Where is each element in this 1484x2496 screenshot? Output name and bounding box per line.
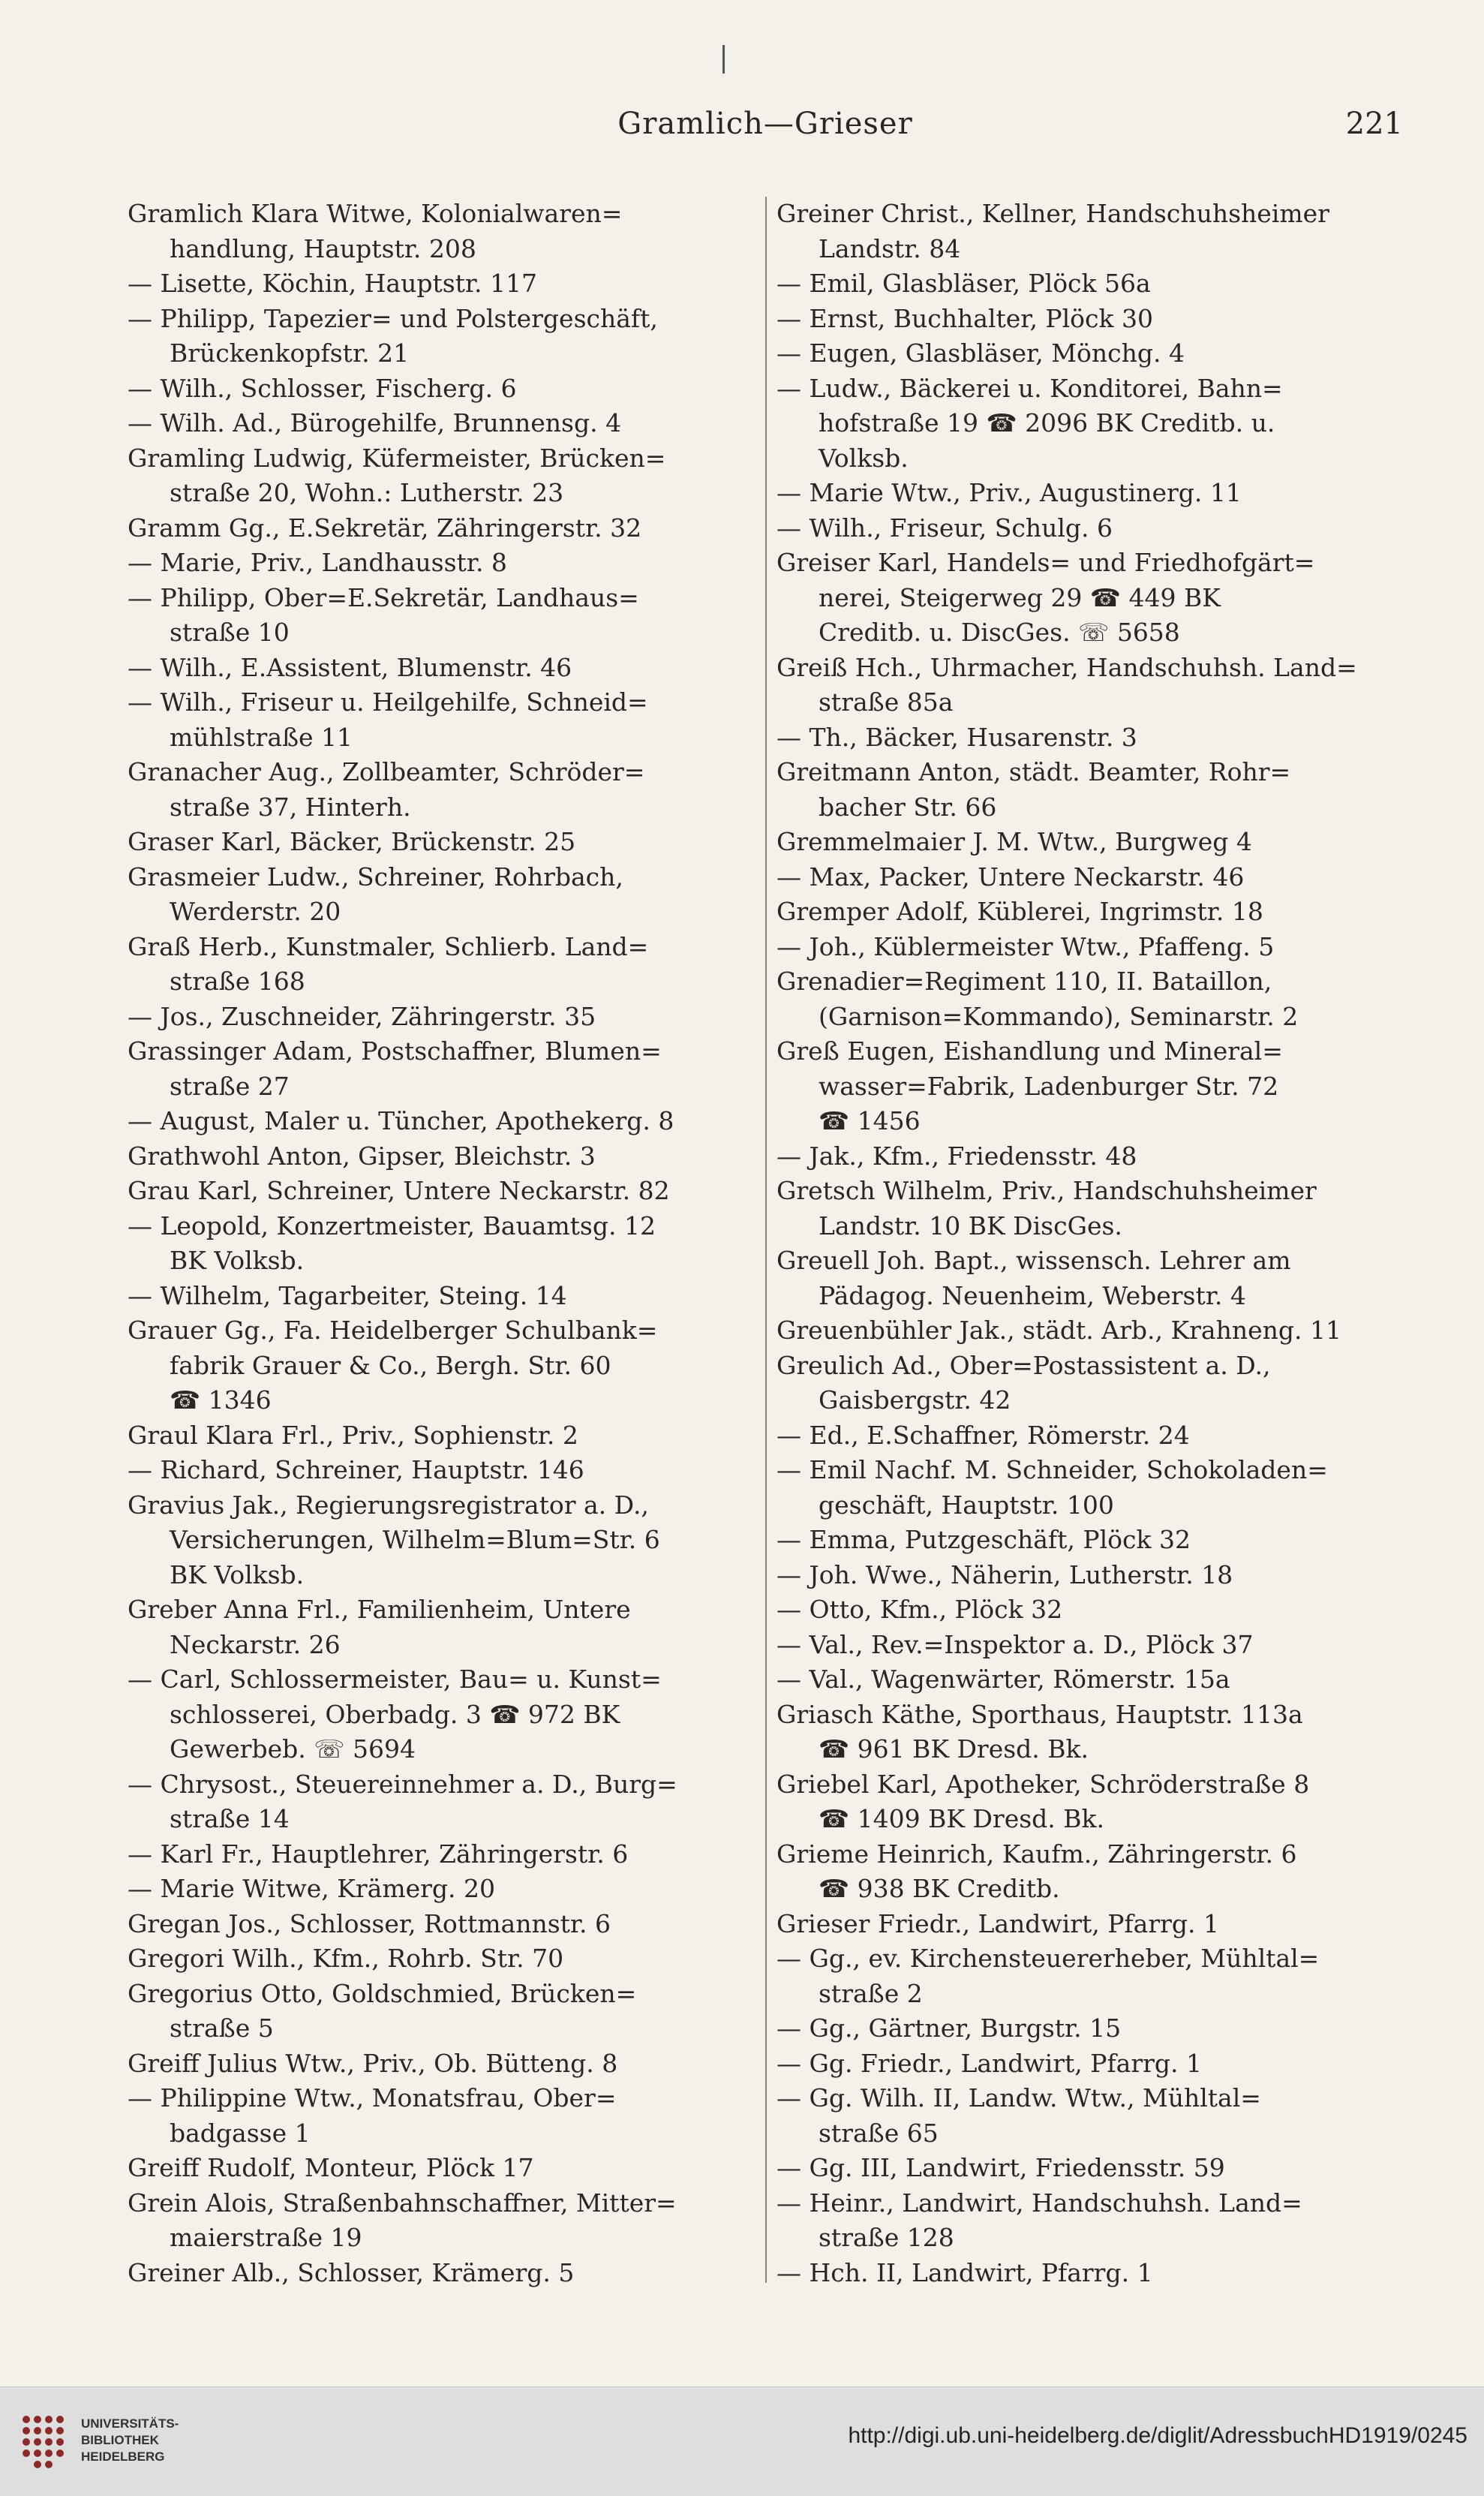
directory-entry-line: straße 2 — [819, 1978, 923, 2008]
directory-entry-line: Greulich Ad., Ober=Postassistent a. D., — [777, 1350, 1271, 1380]
viewer-footer — [0, 2386, 1484, 2496]
directory-entry-line: handlung, Hauptstr. 208 — [170, 233, 476, 263]
directory-entry-line: straße 10 — [170, 618, 290, 647]
directory-entry-line: — Karl Fr., Hauptlehrer, Zähringerstr. 6 — [128, 1839, 629, 1869]
directory-entry-line: Greiner Christ., Kellner, Handschuhsheimer — [777, 199, 1329, 228]
directory-entry-line: — Gg. III, Landwirt, Friedensstr. 59 — [777, 2153, 1225, 2182]
directory-entry-line: Griasch Käthe, Sporthaus, Hauptstr. 113a — [777, 1699, 1303, 1729]
directory-entry-line: Gregan Jos., Schlosser, Rottmannstr. 6 — [128, 1908, 611, 1938]
directory-entry-line: Granacher Aug., Zollbeamter, Schröder= — [128, 757, 645, 786]
directory-entry-line: BK Volksb. — [170, 1559, 305, 1589]
directory-entry-line: Gramm Gg., E.Sekretär, Zähringerstr. 32 — [128, 513, 642, 543]
directory-entry-line: straße 128 — [819, 2223, 954, 2252]
directory-entry-line: Gramling Ludwig, Küfermeister, Brücken= — [128, 443, 666, 473]
directory-entry-line: — Eugen, Glasbläser, Mönchg. 4 — [777, 338, 1185, 368]
directory-entry-line: Grenadier=Regiment 110, II. Bataillon, — [777, 967, 1272, 996]
directory-entry-line: schlosserei, Oberbadg. 3 ☎ 972 BK — [170, 1699, 620, 1729]
directory-entry-line: straße 20, Wohn.: Lutherstr. 23 — [170, 478, 564, 507]
source-url-link[interactable]: http://digi.ub.uni-heidelberg.de/diglit/AdressbuchHD1919/0245 — [848, 2423, 1467, 2448]
directory-entry-line: Greiff Rudolf, Monteur, Plöck 17 — [128, 2153, 534, 2182]
directory-entry-line: — Emil, Glasbläser, Plöck 56a — [777, 269, 1151, 298]
directory-entry-line: — Otto, Kfm., Plöck 32 — [777, 1595, 1063, 1624]
directory-entry-line: straße 37, Hinterh. — [170, 792, 411, 822]
directory-entry-line: — Carl, Schlossermeister, Bau= u. Kunst= — [128, 1665, 662, 1694]
directory-entry-line: Greß Eugen, Eishandlung und Mineral= — [777, 1036, 1283, 1066]
directory-entry-line: — Jos., Zuschneider, Zähringerstr. 35 — [128, 1001, 596, 1031]
directory-entry-line: badgasse 1 — [170, 2118, 311, 2148]
directory-entry-line: Greiser Karl, Handels= und Friedhofgärt= — [777, 548, 1315, 577]
directory-entry-line: Graser Karl, Bäcker, Brückenstr. 25 — [128, 827, 576, 856]
directory-entry-line: — Leopold, Konzertmeister, Bauamtsg. 12 — [128, 1210, 656, 1240]
directory-entry-line: straße 14 — [170, 1804, 290, 1833]
directory-entry-line: Gregori Wilh., Kfm., Rohrb. Str. 70 — [128, 1944, 564, 1973]
directory-entry-line: fabrik Grauer & Co., Bergh. Str. 60 — [170, 1350, 611, 1380]
column-divider — [765, 197, 767, 2283]
directory-entry-line: — Wilh., Friseur, Schulg. 6 — [777, 513, 1113, 543]
directory-entry-line: — Ed., E.Schaffner, Römerstr. 24 — [777, 1420, 1190, 1450]
directory-entry-line: — Chrysost., Steuereinnehmer a. D., Burg= — [128, 1769, 677, 1799]
directory-entry-line: ☎ 1409 BK Dresd. Bk. — [819, 1804, 1104, 1833]
directory-entry-line: — Gg., Gärtner, Burgstr. 15 — [777, 2013, 1122, 2043]
page-number: 221 — [1345, 107, 1403, 141]
directory-entry-line: hofstraße 19 ☎ 2096 BK Creditb. u. — [819, 408, 1275, 438]
directory-entry-line: — Wilhelm, Tagarbeiter, Steing. 14 — [128, 1280, 567, 1310]
library-logo-text: UNIVERSITÄTS- BIBLIOTHEK HEIDELBERG — [81, 2416, 179, 2464]
directory-entry-line: Graß Herb., Kunstmaler, Schlierb. Land= — [128, 931, 649, 961]
directory-entry-line: Neckarstr. 26 — [170, 1629, 341, 1659]
directory-entry-line: Gramlich Klara Witwe, Kolonialwaren= — [128, 199, 623, 228]
directory-entry-line: — Philipp, Tapezier= und Polstergeschäft, — [128, 303, 658, 333]
directory-entry-line: — Gg., ev. Kirchensteuererheber, Mühltal= — [777, 1944, 1320, 1973]
directory-entry-line: Grau Karl, Schreiner, Untere Neckarstr. 82 — [128, 1176, 670, 1205]
directory-entry-line: Gremper Adolf, Küblerei, Ingrimstr. 18 — [777, 897, 1263, 926]
directory-entry-line: — Gg. Wilh. II, Landw. Wtw., Mühltal= — [777, 2083, 1261, 2113]
directory-entry-line: nerei, Steigerweg 29 ☎ 449 BK — [819, 582, 1221, 612]
right-column — [777, 197, 1403, 2290]
directory-entry-line: — Richard, Schreiner, Hauptstr. 146 — [128, 1455, 584, 1484]
directory-entry-line: Griebel Karl, Apotheker, Schröderstraße 8 — [777, 1769, 1310, 1799]
directory-entry-line: — Gg. Friedr., Landwirt, Pfarrg. 1 — [777, 2048, 1202, 2078]
directory-entry-line: Greiß Hch., Uhrmacher, Handschuhsh. Land= — [777, 652, 1357, 682]
directory-entry-line: Landstr. 84 — [819, 233, 961, 263]
directory-entry-line: (Garnison=Kommando), Seminarstr. 2 — [819, 1001, 1299, 1031]
directory-entry-line: Greuenbühler Jak., städt. Arb., Krahneng. 11 — [777, 1316, 1341, 1345]
directory-entry-line: Grassinger Adam, Postschaffner, Blumen= — [128, 1036, 662, 1066]
directory-entry-line: Gretsch Wilhelm, Priv., Handschuhsheimer — [777, 1176, 1317, 1205]
directory-entry-line: — Ludw., Bäckerei u. Konditorei, Bahn= — [777, 373, 1283, 403]
directory-entry-line: Pädagog. Neuenheim, Weberstr. 4 — [819, 1280, 1246, 1310]
directory-entry-line: Grieme Heinrich, Kaufm., Zähringerstr. 6 — [777, 1839, 1297, 1869]
directory-entry-line: — Ernst, Buchhalter, Plöck 30 — [777, 303, 1154, 333]
directory-entry-line: — Marie, Priv., Landhausstr. 8 — [128, 548, 507, 577]
directory-entry-line: Creditb. u. DiscGes. ☏ 5658 — [819, 618, 1180, 647]
directory-entry-line: Greuell Joh. Bapt., wissensch. Lehrer am — [777, 1246, 1291, 1275]
directory-entry-line: ☎ 1456 — [819, 1106, 921, 1135]
directory-entry-line: Grathwohl Anton, Gipser, Bleichstr. 3 — [128, 1141, 596, 1171]
directory-entry-line: — Max, Packer, Untere Neckarstr. 46 — [777, 862, 1245, 892]
directory-entry-line: — Jak., Kfm., Friedensstr. 48 — [777, 1141, 1137, 1171]
directory-entry-line: Grein Alois, Straßenbahnschaffner, Mitter= — [128, 2188, 677, 2218]
directory-entry-line: ☎ 961 BK Dresd. Bk. — [819, 1734, 1089, 1764]
directory-entry-line: Greitmann Anton, städt. Beamter, Rohr= — [777, 757, 1291, 786]
directory-entry-line: — Joh., Küblermeister Wtw., Pfaffeng. 5 — [777, 931, 1275, 961]
directory-entry-line: — August, Maler u. Tüncher, Apothekerg. 8 — [128, 1106, 674, 1135]
directory-entry-line: Gremmelmaier J. M. Wtw., Burgweg 4 — [777, 827, 1252, 856]
directory-entry-line: maierstraße 19 — [170, 2223, 362, 2252]
directory-entry-line: — Emma, Putzgeschäft, Plöck 32 — [777, 1525, 1191, 1554]
directory-entry-line: ☎ 1346 — [170, 1385, 272, 1415]
directory-entry-line: — Emil Nachf. M. Schneider, Schokoladen= — [777, 1455, 1328, 1484]
page-header — [128, 107, 1403, 159]
directory-entry-line: — Heinr., Landwirt, Handschuhsh. Land= — [777, 2188, 1302, 2218]
directory-entry-line: — Philipp, Ober=E.Sekretär, Landhaus= — [128, 582, 639, 612]
directory-entry-line: — Marie Wtw., Priv., Augustinerg. 11 — [777, 478, 1242, 507]
directory-entry-line: — Joh. Wwe., Näherin, Lutherstr. 18 — [777, 1559, 1233, 1589]
directory-entry-line: Graul Klara Frl., Priv., Sophienstr. 2 — [128, 1420, 578, 1450]
directory-entry-line: — Val., Rev.=Inspektor a. D., Plöck 37 — [777, 1629, 1254, 1659]
directory-entry-line: Greber Anna Frl., Familienheim, Untere — [128, 1595, 631, 1624]
directory-entry-line: Gewerbeb. ☏ 5694 — [170, 1734, 416, 1764]
directory-entry-line: — Marie Witwe, Krämerg. 20 — [128, 1874, 496, 1903]
directory-entry-line: — Wilh., Friseur u. Heilgehilfe, Schneid= — [128, 687, 648, 717]
directory-entry-line: straße 85a — [819, 687, 954, 717]
directory-entry-line: — Wilh. Ad., Bürogehilfe, Brunnensg. 4 — [128, 408, 622, 438]
running-title: Gramlich—Grieser — [617, 107, 913, 141]
directory-entry-line: straße 65 — [819, 2118, 939, 2148]
directory-entry-line: straße 27 — [170, 1071, 290, 1101]
directory-entry-line: — Th., Bäcker, Husarenstr. 3 — [777, 722, 1137, 752]
directory-entry-line: Grieser Friedr., Landwirt, Pfarrg. 1 — [777, 1908, 1219, 1938]
directory-entry-line: Gaisbergstr. 42 — [819, 1385, 1011, 1415]
directory-entry-line: Gregorius Otto, Goldschmied, Brücken= — [128, 1978, 637, 2008]
directory-entry-line: Greiff Julius Wtw., Priv., Ob. Bütteng. 8 — [128, 2048, 618, 2078]
directory-entry-line: — Wilh., Schlosser, Fischerg. 6 — [128, 373, 517, 403]
directory-entry-line: Brückenkopfstr. 21 — [170, 338, 410, 368]
directory-entry-line: Grasmeier Ludw., Schreiner, Rohrbach, — [128, 862, 623, 892]
directory-entry-line: wasser=Fabrik, Ladenburger Str. 72 — [819, 1071, 1279, 1101]
directory-entry-line: — Hch. II, Landwirt, Pfarrg. 1 — [777, 2257, 1153, 2287]
directory-entry-line: — Val., Wagenwärter, Römerstr. 15a — [777, 1665, 1230, 1694]
directory-entry-line: Volksb. — [819, 443, 909, 473]
directory-entry-line: geschäft, Hauptstr. 100 — [819, 1490, 1114, 1520]
university-seal-icon — [15, 2408, 74, 2476]
directory-entry-line: Werderstr. 20 — [170, 897, 341, 926]
directory-entry-line: bacher Str. 66 — [819, 792, 997, 822]
directory-entry-line: Greiner Alb., Schlosser, Krämerg. 5 — [128, 2257, 575, 2287]
left-column — [128, 197, 754, 2290]
directory-entry-line: BK Volksb. — [170, 1246, 305, 1275]
directory-entry-line: mühlstraße 11 — [170, 722, 353, 752]
directory-entry-line: — Wilh., E.Assistent, Blumenstr. 46 — [128, 652, 572, 682]
directory-entry-line: straße 5 — [170, 2013, 274, 2043]
directory-entry-line: Landstr. 10 BK DiscGes. — [819, 1210, 1122, 1240]
directory-entry-line: ☎ 938 BK Creditb. — [819, 1874, 1060, 1903]
directory-entry-line: straße 168 — [170, 967, 305, 996]
directory-entry-line: Gravius Jak., Regierungsregistrator a. D., — [128, 1490, 649, 1520]
page-top-mark — [722, 45, 725, 74]
directory-entry-line: Versicherungen, Wilhelm=Blum=Str. 6 — [170, 1525, 660, 1554]
directory-entry-line: — Philippine Wtw., Monatsfrau, Ober= — [128, 2083, 617, 2113]
directory-entry-line: Grauer Gg., Fa. Heidelberger Schulbank= — [128, 1316, 658, 1345]
directory-entry-line: — Lisette, Köchin, Hauptstr. 117 — [128, 269, 538, 298]
